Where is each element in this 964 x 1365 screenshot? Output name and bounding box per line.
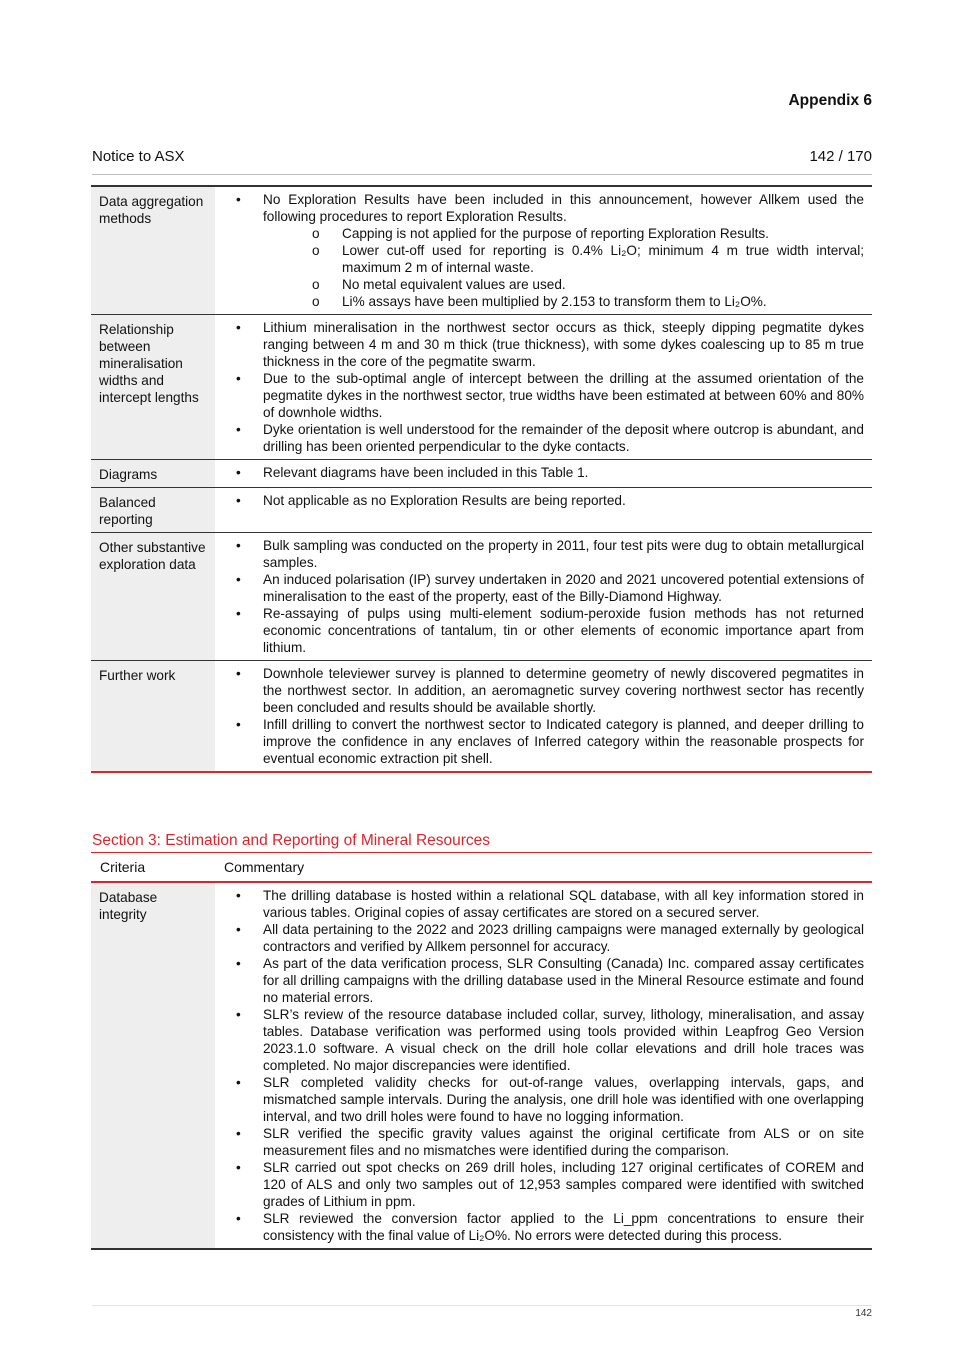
- bullet-text: Downhole televiewer survey is planned to determine geometry of newly discovered pegmatites in the northwest sector. In addition, an aeromagnetic survey covering northwest sector has recently been concluded and results should be available shortly.: [263, 666, 864, 715]
- bullet-text: Not applicable as no Exploration Results are being reported.: [263, 493, 626, 508]
- table-row: [91, 460, 872, 488]
- bullet-item: [223, 1006, 864, 1074]
- table-row: [91, 315, 872, 460]
- footer-page-number: 142: [855, 1308, 872, 1319]
- notice-title: Notice to ASX: [92, 148, 185, 165]
- bullet-list: [223, 665, 864, 767]
- bullet-item: [223, 537, 864, 571]
- bullet-item: [223, 921, 864, 955]
- bullet-text: Relevant diagrams have been included in this Table 1.: [263, 465, 589, 480]
- criteria-cell: Diagrams: [91, 460, 215, 488]
- bullet-item: [223, 421, 864, 455]
- bullet-text: Bulk sampling was conducted on the property in 2011, four test pits were dug to obtain metallurgical samples.: [263, 538, 864, 570]
- table-row: [91, 533, 872, 661]
- bullet-list: [223, 464, 864, 481]
- section3-table: [91, 852, 872, 1250]
- bullet-text: SLR reviewed the conversion factor applied to the Li_ppm concentrations to ensure their consistency with the final value of Li₂O%. No errors were detected during this process.: [263, 1211, 864, 1243]
- table-row: [91, 882, 872, 1249]
- bullet-text: SLR’s review of the resource database included collar, survey, lithology, mineralisation, and assay tables. Database verification was performed using tools provided within Leapfrog Geo Version 2023.1.0 software. A visual check on the drill hole collar elevations and drill hole traces was completed. No major discrepancies were identified.: [263, 1007, 864, 1073]
- bullet-list: [223, 492, 864, 509]
- commentary-cell: [215, 186, 872, 315]
- criteria-cell: Database integrity: [91, 882, 215, 1249]
- bullet-text: Due to the sub-optimal angle of intercept between the drilling at the assumed orientation of the pegmatite dykes in the northwest sector, true widths have been estimated at between 60% and 80% of downhole widths.: [263, 371, 864, 420]
- appendix-label: Appendix 6: [788, 92, 872, 109]
- bullet-list: [223, 191, 864, 310]
- sub-bullet-item: o Lower cut-off used for reporting is 0.4% Li₂O; minimum 4 m true width interval; maximum 2 m of internal waste.: [263, 242, 864, 276]
- section3-title: Section 3: Estimation and Reporting of Mineral Resources: [92, 832, 491, 849]
- commentary-cell: [215, 315, 872, 460]
- bullet-list: [223, 537, 864, 656]
- commentary-cell: [215, 460, 872, 488]
- criteria-cell: Balanced reporting: [91, 488, 215, 533]
- footer-divider: [92, 1305, 872, 1306]
- bullet-item: [223, 955, 864, 1006]
- bullet-text: Dyke orientation is well understood for the remainder of the deposit where outcrop is abundant, and drilling has been oriented perpendicular to the dyke contacts.: [263, 422, 864, 454]
- bullet-item: [223, 1210, 864, 1244]
- bullet-item: [223, 1159, 864, 1210]
- commentary-cell: [215, 488, 872, 533]
- bullet-text: SLR completed validity checks for out-of-range values, overlapping intervals, gaps, and mismatched sample intervals. During the analysis, one drill hole was identified with one overlapping interval, and two drill holes were found to have no logging information.: [263, 1075, 864, 1124]
- bullet-item: [223, 605, 864, 656]
- bullet-item: [223, 319, 864, 370]
- criteria-cell: Other substantive exploration data: [91, 533, 215, 661]
- bullet-list: [223, 887, 864, 1244]
- bullet-text: SLR verified the specific gravity values against the original certificate from ALS or on site measurement files and no mismatches were identified during the comparison.: [263, 1126, 864, 1158]
- bullet-item: [223, 191, 864, 310]
- bullet-item: [223, 1125, 864, 1159]
- bullet-text: Re-assaying of pulps using multi-element sodium-peroxide fusion methods has not returned economic concentrations of tantalum, tin or other elements of economic importance apart from lithium.: [263, 606, 864, 655]
- bullet-text: All data pertaining to the 2022 and 2023 drilling campaigns were managed externally by geological contractors and verified by Allkem personnel for accuracy.: [263, 922, 864, 954]
- bullet-item: [223, 464, 864, 481]
- bullet-item: [223, 665, 864, 716]
- commentary-cell: [215, 882, 872, 1249]
- bullet-item: [223, 1074, 864, 1125]
- criteria-cell: Further work: [91, 661, 215, 773]
- bullet-item: [223, 370, 864, 421]
- commentary-cell: [215, 533, 872, 661]
- bullet-text: No Exploration Results have been included in this announcement, however Allkem used the following procedures to report Exploration Results.: [263, 192, 864, 224]
- page-counter: 142 / 170: [809, 148, 872, 165]
- bullet-item: [223, 571, 864, 605]
- table1-continued: [91, 185, 872, 773]
- bullet-text: Infill drilling to convert the northwest sector to Indicated category is planned, and deeper drilling to improve the confidence in any enclaves of Inferred category within the reasonable prospects for eventual economic extraction pit shell.: [263, 717, 864, 766]
- sub-bullet-item: o No metal equivalent values are used.: [263, 276, 864, 293]
- bullet-text: SLR carried out spot checks on 269 drill holes, including 127 original certificates of COREM and 120 of ALS and only two samples out of 12,953 samples compared were identified with switched grades of Lithium in ppm.: [263, 1160, 864, 1209]
- table-row: [91, 186, 872, 315]
- bullet-text: The drilling database is hosted within a relational SQL database, with all key information stored in various tables. Original copies of assay certificates are stored on a secured server.: [263, 888, 864, 920]
- bullet-item: [223, 492, 864, 509]
- sub-bullet-item: o Capping is not applied for the purpose of reporting Exploration Results.: [263, 225, 864, 242]
- bullet-item: [223, 716, 864, 767]
- criteria-column-header: Criteria: [91, 853, 215, 883]
- bullet-text: An induced polarisation (IP) survey undertaken in 2020 and 2021 uncovered potential extensions of mineralisation to the east of the property, east of the Billy-Diamond Highway.: [263, 572, 864, 604]
- commentary-column-header: Commentary: [215, 853, 872, 883]
- bullet-text: As part of the data verification process, SLR Consulting (Canada) Inc. compared assay certificates for all drilling campaigns with the drilling database used in the Mineral Resource estimate and found no material errors.: [263, 956, 864, 1005]
- criteria-cell: Data aggregation methods: [91, 186, 215, 315]
- sub-bullet-list: [263, 225, 864, 310]
- criteria-cell: Relationship between mineralisation widths and intercept lengths: [91, 315, 215, 460]
- bullet-item: [223, 887, 864, 921]
- sub-bullet-item: o Li% assays have been multiplied by 2.153 to transform them to Li₂O%.: [263, 293, 864, 310]
- bullet-text: Lithium mineralisation in the northwest sector occurs as thick, steeply dipping pegmatite dykes ranging between 4 m and 30 m thick (true thickness), with some dykes coalescing up to 85 m true thickness in the core of the pegmatite swarm.: [263, 320, 864, 369]
- commentary-cell: [215, 661, 872, 773]
- bullet-list: [223, 319, 864, 455]
- table-row: [91, 661, 872, 773]
- table-row: [91, 488, 872, 533]
- page-header: [92, 148, 872, 175]
